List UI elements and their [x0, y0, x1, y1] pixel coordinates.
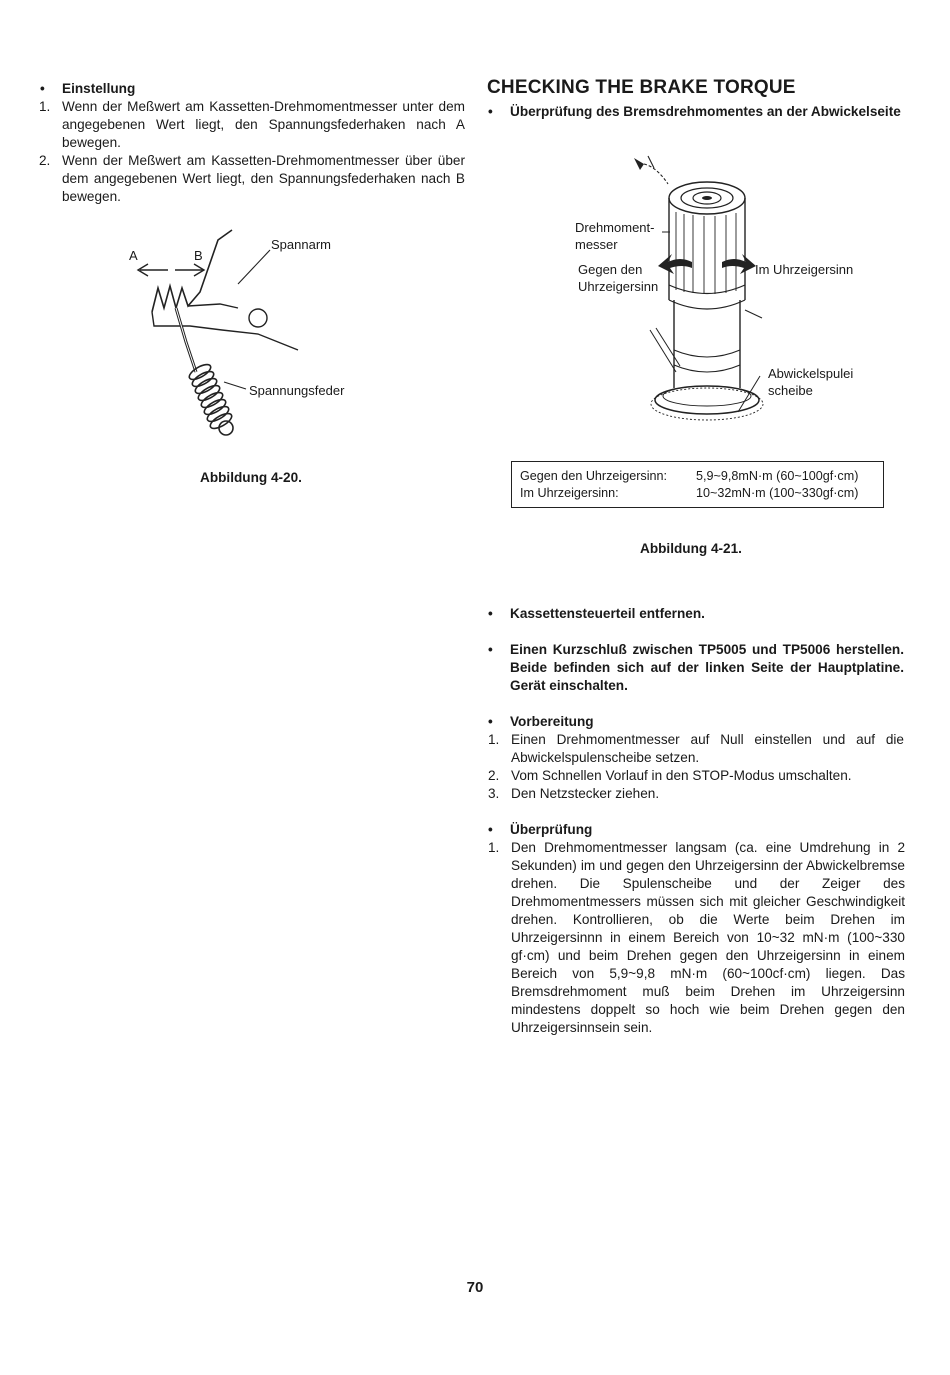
subheading-brake-check: • Überprüfung des Bremsdrehmomentes an der Abwickelseite [510, 103, 910, 121]
list-item [488, 785, 904, 803]
label-torque-meter: Drehmoment- messer [575, 220, 655, 252]
step-text: Wenn der Meßwert am Kassetten-Drehmomentmesser unter dem angegebenen Wert liegt, den Spannungsfederhaken nach A bewegen. [62, 99, 465, 150]
label-tension-arm: Spannarm [271, 237, 331, 252]
label-b: B [194, 248, 203, 263]
step-number: 3. [488, 786, 500, 801]
list-item [39, 152, 465, 206]
label-supply-reel-disc: Abwickelspulei scheibe [768, 366, 854, 398]
step-text: Einen Drehmomentmesser auf Null einstellen und auf die Abwickelspulenscheibe setzen. [511, 732, 904, 765]
bullet-short-circuit: • Einen Kurzschluß zwischen TP5005 und TP5006 herstellen. Beide befinden sich auf der linken Seite der Hauptplatine. Gerät einschalten. [510, 641, 904, 695]
label-counterclockwise: Gegen den Uhrzeigersinn [578, 262, 659, 294]
label-a: A [129, 248, 138, 263]
adjustment-steps [39, 98, 465, 206]
spec-value: 5,9~9,8mN·m (60~100gf·cm) [696, 469, 859, 483]
step-number: 1. [488, 840, 500, 855]
preparation-steps [488, 731, 904, 803]
page-number: 70 [466, 1279, 484, 1296]
step-text: Den Drehmomentmesser langsam (ca. eine Umdrehung in 2 Sekunden) im und gegen den Uhrzeigersinn der Abwickelbremse drehen. Die Spulenscheibe und der Zeiger des Drehmomentmessers müssen sich mit gleicher Geschwindigkeit drehen. Kontrollieren, ob die Werte beim Drehen im Uhrzeigersinnn in einem Bereich von 10~32 mN·m (100~330 gf·cm) und beim Drehen gegen den Uhrzeigersinn in einem Bereich von 5,9~9,8 mN·m (60~100cf·cm) liegen. Das Bremsdrehmoment muß beim Drehen im Uhrzeigersinn mindestens doppelt so hoch wie beim Drehen gegen den Uhrzeigersinnsein sein. [511, 840, 905, 1035]
spec-key: Im Uhrzeigersinn: [520, 486, 619, 500]
list-item [488, 839, 905, 1037]
spec-key: Gegen den Uhrzeigersinn: [520, 469, 668, 483]
list-item [488, 767, 904, 785]
step-text: Vom Schnellen Vorlauf in den STOP-Modus umschalten. [511, 768, 852, 783]
check-heading: • Überprüfung [510, 821, 592, 839]
step-number: 1. [39, 99, 51, 114]
torque-spec-table [511, 461, 884, 508]
bullet-remove-cassette: • Kassettensteuerteil entfernen. [510, 605, 705, 623]
tension-arm-diagram [130, 222, 320, 442]
page-title: CHECKING THE BRAKE TORQUE [487, 77, 796, 98]
figure-caption-4-21: Abbildung 4-21. [640, 541, 742, 556]
step-number: 2. [39, 153, 51, 168]
list-item [488, 731, 904, 767]
label-clockwise: Im Uhrzeigersinn [755, 262, 854, 277]
check-steps [488, 839, 905, 1037]
preparation-heading: • Vorbereitung [510, 713, 594, 731]
list-item [39, 98, 465, 152]
adjustment-heading: • Einstellung [62, 80, 135, 98]
step-text: Den Netzstecker ziehen. [511, 786, 660, 801]
figure-caption-4-20: Abbildung 4-20. [200, 470, 302, 485]
step-text: Wenn der Meßwert am Kassetten-Drehmomentmesser über über dem angegebenen Wert liegt, den Spannungsfederhaken nach B bewegen. [62, 153, 465, 204]
step-number: 1. [488, 732, 500, 747]
label-tension-spring: Spannungsfeder [249, 383, 345, 398]
spec-value: 10~32mN·m (100~330gf·cm) [696, 486, 859, 500]
step-number: 2. [488, 768, 500, 783]
